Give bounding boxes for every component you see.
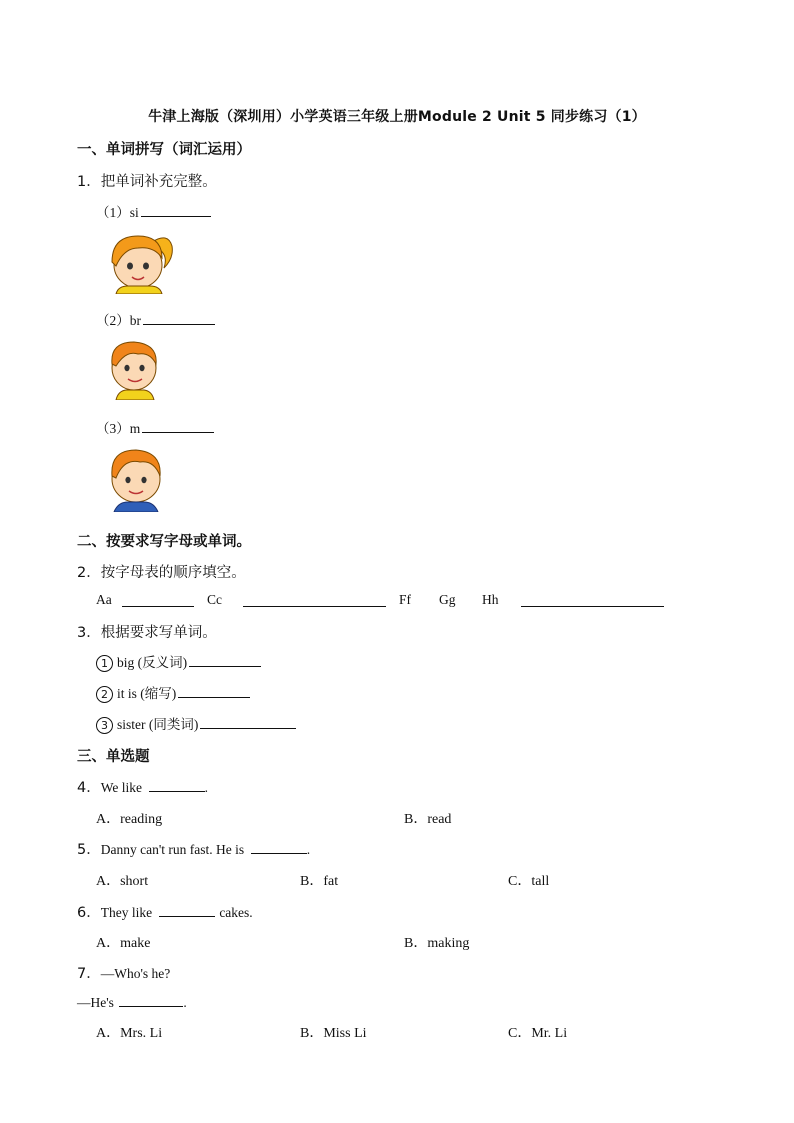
question-3: [77, 621, 217, 642]
letter-aa: Aa: [96, 592, 112, 607]
q3-item-2: [96, 682, 250, 703]
question-7: [77, 962, 170, 983]
q7-option-c[interactable]: C．Mr. Li: [508, 1026, 568, 1041]
question-number: 6．: [77, 905, 101, 921]
item-label: （3）m: [96, 421, 141, 436]
answer-blank[interactable]: [200, 714, 296, 729]
letter-gg: Gg: [439, 592, 456, 607]
question-text: Danny can't run fast. He is: [100, 842, 245, 857]
circled-number: 2: [96, 686, 113, 703]
q1-item-3: [96, 417, 214, 437]
letter-hh: Hh: [482, 592, 499, 607]
question-1: [77, 170, 217, 191]
question-text: 把单词补充完整。: [100, 174, 217, 190]
answer-blank[interactable]: [149, 777, 205, 792]
q5-option-b[interactable]: B．fat: [300, 874, 339, 889]
q4-option-b[interactable]: B．read: [404, 812, 452, 827]
question-6: [77, 901, 253, 922]
boy-face-icon: [104, 336, 162, 400]
answer-blank[interactable]: [521, 592, 664, 607]
question-number: 7．: [77, 966, 101, 982]
question-number: 1．: [77, 174, 101, 190]
question-number: 2．: [77, 565, 101, 581]
question-end: .: [183, 995, 187, 1010]
question-5: [77, 838, 310, 859]
question-end: cakes.: [219, 905, 253, 920]
q5-option-c[interactable]: C．tall: [508, 874, 550, 889]
boy-face-icon: [104, 446, 168, 512]
question-number: 5．: [77, 842, 101, 858]
q4-option-a[interactable]: A．reading: [96, 812, 163, 827]
q3-item-3: [96, 713, 296, 734]
q5-option-a[interactable]: A．short: [96, 874, 149, 889]
item-text: it is (缩写): [117, 686, 177, 701]
letter-ff: Ff: [399, 592, 412, 607]
page-title: 牛津上海版（深圳用）小学英语三年级上册Module 2 Unit 5 同步练习（1）: [148, 109, 646, 125]
question-text: They like: [100, 905, 153, 920]
q6-option-a[interactable]: A．make: [96, 936, 151, 951]
circled-number: 1: [96, 655, 113, 672]
answer-blank[interactable]: [141, 202, 211, 217]
question-7-answer-line: [77, 992, 187, 1011]
question-4: [77, 776, 208, 797]
question-2: [77, 561, 246, 582]
answer-blank[interactable]: [119, 992, 183, 1007]
item-label: （2）br: [96, 313, 141, 328]
answer-blank[interactable]: [251, 839, 307, 854]
question-end: .: [306, 842, 311, 857]
item-label: （1）si: [96, 205, 139, 220]
section-heading-3: 三、单选题: [77, 749, 150, 765]
girl-face-icon: [102, 228, 176, 294]
question-number: 3．: [77, 625, 101, 641]
circled-number: 3: [96, 717, 113, 734]
answer-blank[interactable]: [159, 902, 215, 917]
item-text: sister (同类词): [117, 717, 199, 732]
q7-option-b[interactable]: B．Miss Li: [300, 1026, 367, 1041]
question-number: 4．: [77, 780, 101, 796]
answer-blank[interactable]: [178, 683, 250, 698]
q7-option-a[interactable]: A．Mrs. Li: [96, 1026, 163, 1041]
answer-blank[interactable]: [243, 592, 386, 607]
question-text: We like: [100, 780, 143, 795]
q1-item-1: [96, 201, 211, 221]
question-text: 根据要求写单词。: [100, 625, 217, 641]
question-end: .: [204, 780, 208, 795]
answer-blank[interactable]: [122, 592, 194, 607]
item-text: big (反义词): [117, 655, 188, 670]
answer-prefix: —He's: [77, 995, 114, 1010]
q3-item-1: [96, 651, 261, 672]
answer-blank[interactable]: [142, 418, 214, 433]
question-text: 按字母表的顺序填空。: [100, 565, 246, 581]
section-heading-2: 二、按要求写字母或单词。: [77, 534, 251, 550]
section-heading-1: 一、单词拼写（词汇运用）: [77, 142, 251, 158]
q1-item-2: [96, 309, 215, 329]
letter-cc: Cc: [207, 592, 222, 607]
q6-option-b[interactable]: B．making: [404, 936, 470, 951]
answer-blank[interactable]: [143, 310, 215, 325]
answer-blank[interactable]: [189, 652, 261, 667]
question-text: —Who's he?: [100, 966, 171, 981]
